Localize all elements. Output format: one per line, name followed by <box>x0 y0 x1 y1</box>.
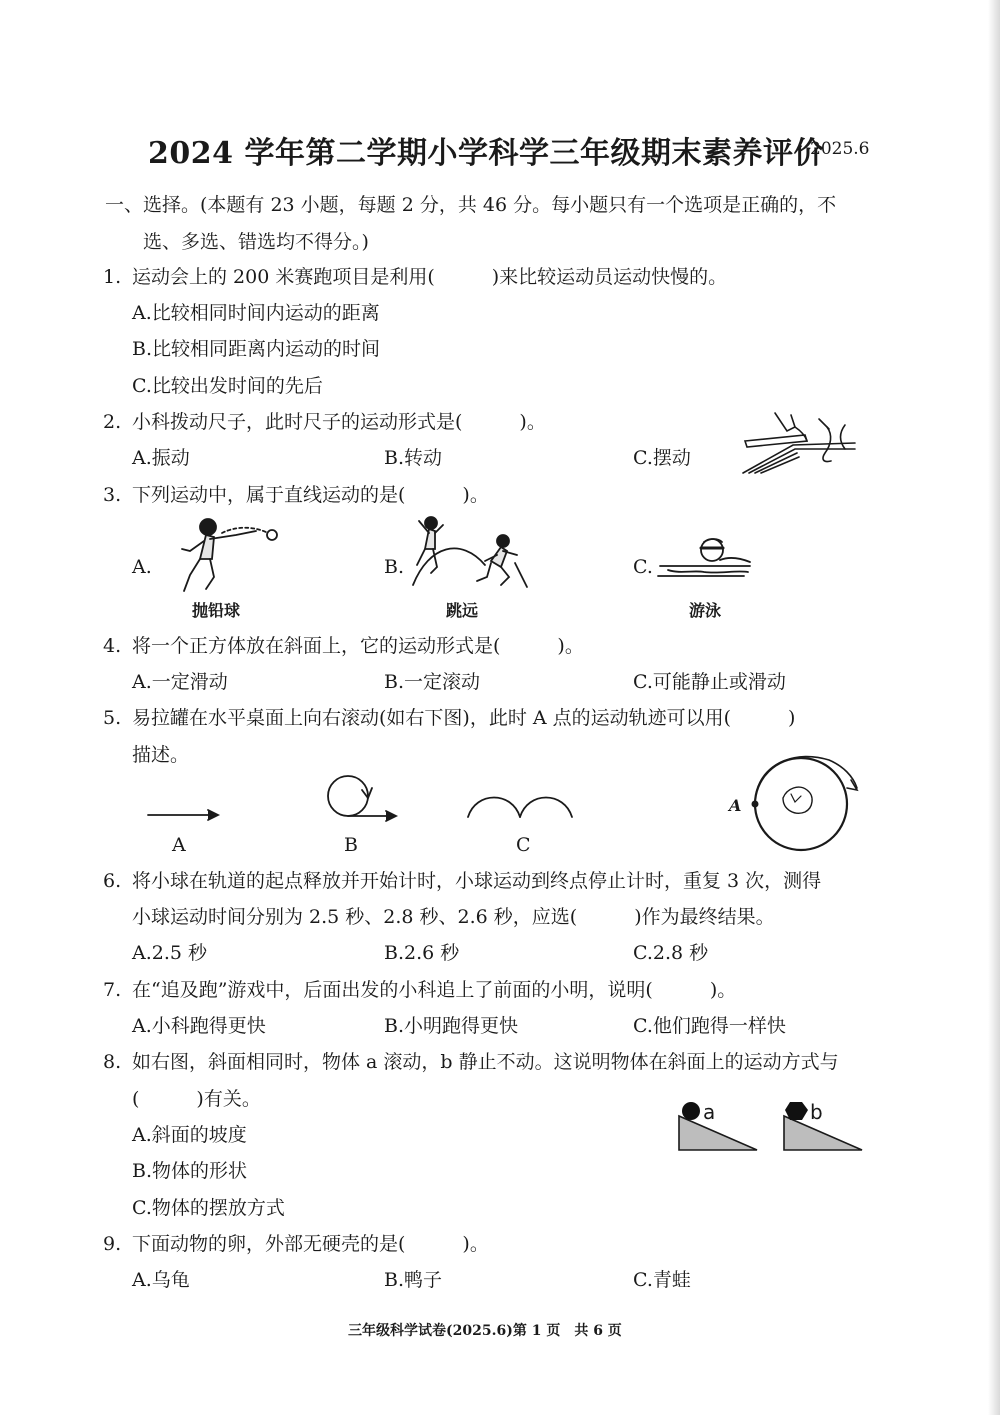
question-7-option-a: A.小科跑得更快 <box>132 1015 266 1037</box>
question-6-stem-line2: 小球运动时间分别为 2.5 秒、2.8 秒、2.6 秒，应选( )作为最终结果。 <box>132 906 775 928</box>
question-3-number: 3. <box>103 484 122 506</box>
question-6-option-b: B.2.6 秒 <box>384 942 460 964</box>
question-9-stem: 下面动物的卵，外部无硬壳的是( )。 <box>132 1233 489 1255</box>
section-heading-line1: 一、选择。(本题有 23 小题，每题 2 分，共 46 分。每小题只有一个选项是正确的，不 <box>105 194 837 216</box>
trajectory-label-b: B <box>344 834 358 856</box>
question-2-option-c: C.摆动 <box>633 447 691 469</box>
question-3-option-c: C. <box>633 556 653 578</box>
question-8-stem: 如右图，斜面相同时，物体 a 滚动，b 静止不动。这说明物体在斜面上的运动方式与 <box>132 1051 839 1073</box>
page-title: 2024 学年第二学期小学科学三年级期末素养评价 <box>148 136 824 171</box>
question-4-number: 4. <box>103 635 122 657</box>
slope-with-ball <box>675 1098 760 1154</box>
question-1-option-a: A.比较相同时间内运动的距离 <box>132 302 380 324</box>
question-4-option-c: C.可能静止或滑动 <box>633 671 786 693</box>
question-8-option-c: C.物体的摆放方式 <box>132 1197 285 1219</box>
question-2-number: 2. <box>103 411 122 433</box>
question-6-option-a: A.2.5 秒 <box>132 942 208 964</box>
question-7-option-b: B.小明跑得更快 <box>384 1015 519 1037</box>
question-2-option-a: A.振动 <box>132 447 190 469</box>
shot-put-illustration <box>160 515 280 595</box>
exam-date: 2025.6 <box>810 139 870 159</box>
question-6-option-c: C.2.8 秒 <box>633 942 709 964</box>
page-footer: 三年级科学试卷(2025.6)第 1 页 共 6 页 <box>348 1323 622 1339</box>
slope-label-b: b <box>810 1100 823 1124</box>
question-5-number: 5. <box>103 707 122 729</box>
ruler-plucking-illustration <box>735 405 860 475</box>
question-9-option-a: A.乌龟 <box>132 1269 190 1291</box>
question-8-option-a: A.斜面的坡度 <box>132 1124 247 1146</box>
question-5-stem-line2: 描述。 <box>132 744 190 766</box>
question-1-number: 1. <box>103 266 122 288</box>
question-2-option-b: B.转动 <box>384 447 443 469</box>
page-edge-shadow <box>988 0 1000 1415</box>
question-7-number: 7. <box>103 979 122 1001</box>
trajectory-straight-line <box>140 800 230 830</box>
question-6-number: 6. <box>103 870 122 892</box>
question-4-option-a: A.一定滑动 <box>132 671 228 693</box>
question-9-option-b: B.鸭子 <box>384 1269 443 1291</box>
long-jump-illustration <box>405 515 530 595</box>
trajectory-arches <box>460 785 585 825</box>
slope-label-a: a <box>703 1100 716 1124</box>
question-8-number: 8. <box>103 1051 122 1073</box>
question-1-option-b: B.比较相同距离内运动的时间 <box>132 338 381 360</box>
question-4-option-b: B.一定滚动 <box>384 671 481 693</box>
question-7-stem: 在“追及跑”游戏中，后面出发的小科追上了前面的小明，说明( )。 <box>132 979 737 1001</box>
question-4-stem: 将一个正方体放在斜面上，它的运动形式是( )。 <box>132 635 584 657</box>
question-9-number: 9. <box>103 1233 122 1255</box>
question-1-stem: 运动会上的 200 米赛跑项目是利用( )来比较运动员运动快慢的。 <box>132 266 728 288</box>
caption-shot-put: 抛铅球 <box>192 601 241 620</box>
question-7-option-c: C.他们跑得一样快 <box>633 1015 786 1037</box>
caption-swimming: 游泳 <box>689 601 722 620</box>
trajectory-circle <box>310 770 400 830</box>
question-3-option-a: A. <box>132 556 152 578</box>
question-8-option-b: B.物体的形状 <box>132 1160 248 1182</box>
rolling-can-point-label: A <box>729 796 742 815</box>
question-1-option-c: C.比较出发时间的先后 <box>132 375 323 397</box>
section-heading-line2: 选、多选、错选均不得分。) <box>143 231 369 253</box>
question-9-option-c: C.青蛙 <box>633 1269 691 1291</box>
question-6-stem: 将小球在轨道的起点释放并开始计时，小球运动到终点停止计时，重复 3 次，测得 <box>132 870 822 892</box>
trajectory-label-c: C <box>516 834 531 856</box>
swimming-illustration <box>650 530 760 590</box>
question-2-stem: 小科拨动尺子，此时尺子的运动形式是( )。 <box>132 411 546 433</box>
rolling-can-illustration <box>735 750 860 855</box>
question-5-stem: 易拉罐在水平桌面上向右滚动(如右下图)，此时 A 点的运动轨迹可以用( ) <box>132 707 796 729</box>
trajectory-label-a: A <box>172 834 186 856</box>
caption-long-jump: 跳远 <box>446 601 479 620</box>
question-3-option-b: B. <box>384 556 405 578</box>
question-3-stem: 下列运动中，属于直线运动的是( )。 <box>132 484 489 506</box>
question-8-stem-line2: ( )有关。 <box>132 1088 261 1110</box>
